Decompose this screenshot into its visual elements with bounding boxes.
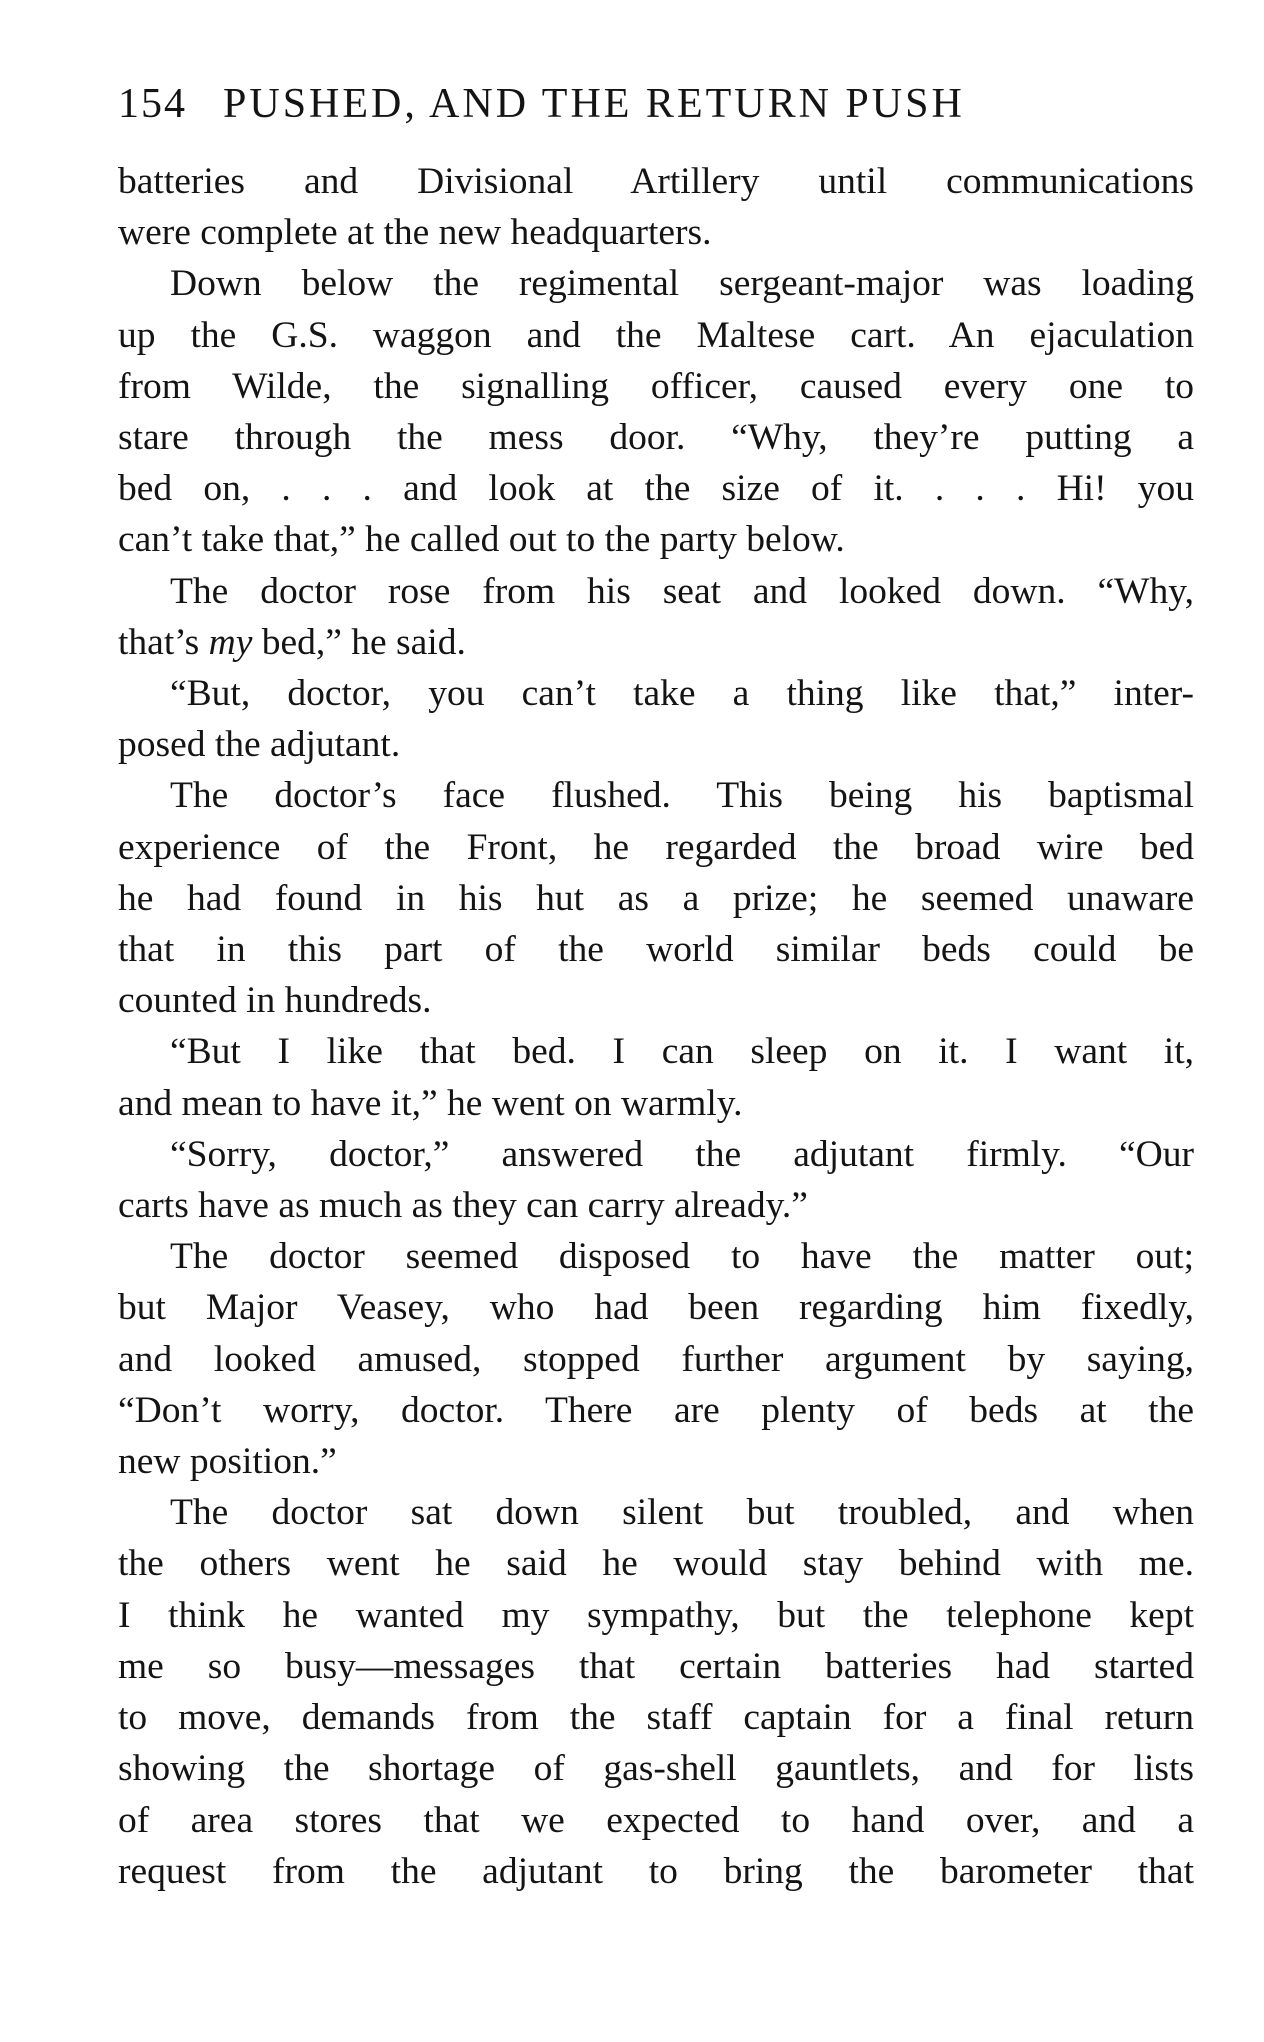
text-line: “Don’t worry, doctor. There are plenty of beds at the (118, 1389, 1194, 1431)
text-line: and looked amused, stopped further argument by saying, (118, 1338, 1194, 1380)
text-line: The doctor rose from his seat and looked down. “Why, (170, 570, 1194, 612)
text-line: but Major Veasey, who had been regarding him fixedly, (118, 1287, 1194, 1329)
body-text (118, 156, 1194, 1897)
text-line: me so busy—messages that certain batteries had started (118, 1645, 1194, 1687)
text-line: counted in hundreds. (118, 980, 432, 1022)
text-line: bed on, . . . and look at the size of it. . . . Hi! you (118, 468, 1194, 510)
text-line: batteries and Divisional Artillery until communications (118, 161, 1194, 202)
text-line: of area stores that we expected to hand over, and a (118, 1799, 1194, 1841)
text-line: request from the adjutant to bring the barometer that (118, 1850, 1194, 1892)
text-line: he had found in his hut as a prize; he seemed unaware (118, 877, 1194, 919)
text-line: Down below the regimental sergeant-major was loading (170, 263, 1194, 305)
text-line: The doctor seemed disposed to have the matter out; (170, 1236, 1194, 1278)
text-line: to move, demands from the staff captain for a final return (118, 1697, 1194, 1739)
text-line: The doctor sat down silent but troubled, and when (170, 1492, 1194, 1534)
book-page (118, 80, 1194, 1897)
text-line: showing the shortage of gas-shell gauntlets, and for lists (118, 1748, 1194, 1790)
text-line: experience of the Front, he regarded the broad wire bed (118, 826, 1194, 868)
italic-emphasis: my (208, 621, 253, 663)
text-line: that in this part of the world similar beds could be (118, 929, 1194, 971)
text-line: can’t take that,” he called out to the party below. (118, 519, 845, 561)
text-line: and mean to have it,” he went on warmly. (118, 1082, 743, 1124)
text-fragment: that’s (118, 621, 209, 663)
text-line: from Wilde, the signalling officer, caused every one to (118, 365, 1194, 407)
text-line: “But, doctor, you can’t take a thing like that,” inter- (170, 673, 1194, 715)
text-line: The doctor’s face flushed. This being his baptismal (170, 775, 1194, 817)
text-line: I think he wanted my sympathy, but the telephone kept (118, 1594, 1194, 1636)
text-line: “But I like that bed. I can sleep on it. I want it, (170, 1031, 1194, 1073)
text-line: stare through the mess door. “Why, they’re putting a (118, 417, 1194, 459)
page-number: 154 (118, 81, 187, 127)
text-line: the others went he said he would stay behind with me. (118, 1543, 1194, 1585)
text-line: “Sorry, doctor,” answered the adjutant firmly. “Our (170, 1133, 1194, 1175)
text-fragment: bed,” he said. (252, 621, 466, 663)
page-header (118, 80, 1194, 138)
running-title: PUSHED, AND THE RETURN PUSH (223, 81, 965, 127)
text-line: posed the adjutant. (118, 724, 401, 766)
text-line: carts have as much as they can carry already.” (118, 1185, 808, 1227)
text-line: were complete at the new headquarters. (118, 212, 712, 254)
text-line: up the G.S. waggon and the Maltese cart. An ejaculation (118, 314, 1194, 356)
text-line (118, 617, 1194, 668)
text-line: new position.” (118, 1441, 337, 1483)
